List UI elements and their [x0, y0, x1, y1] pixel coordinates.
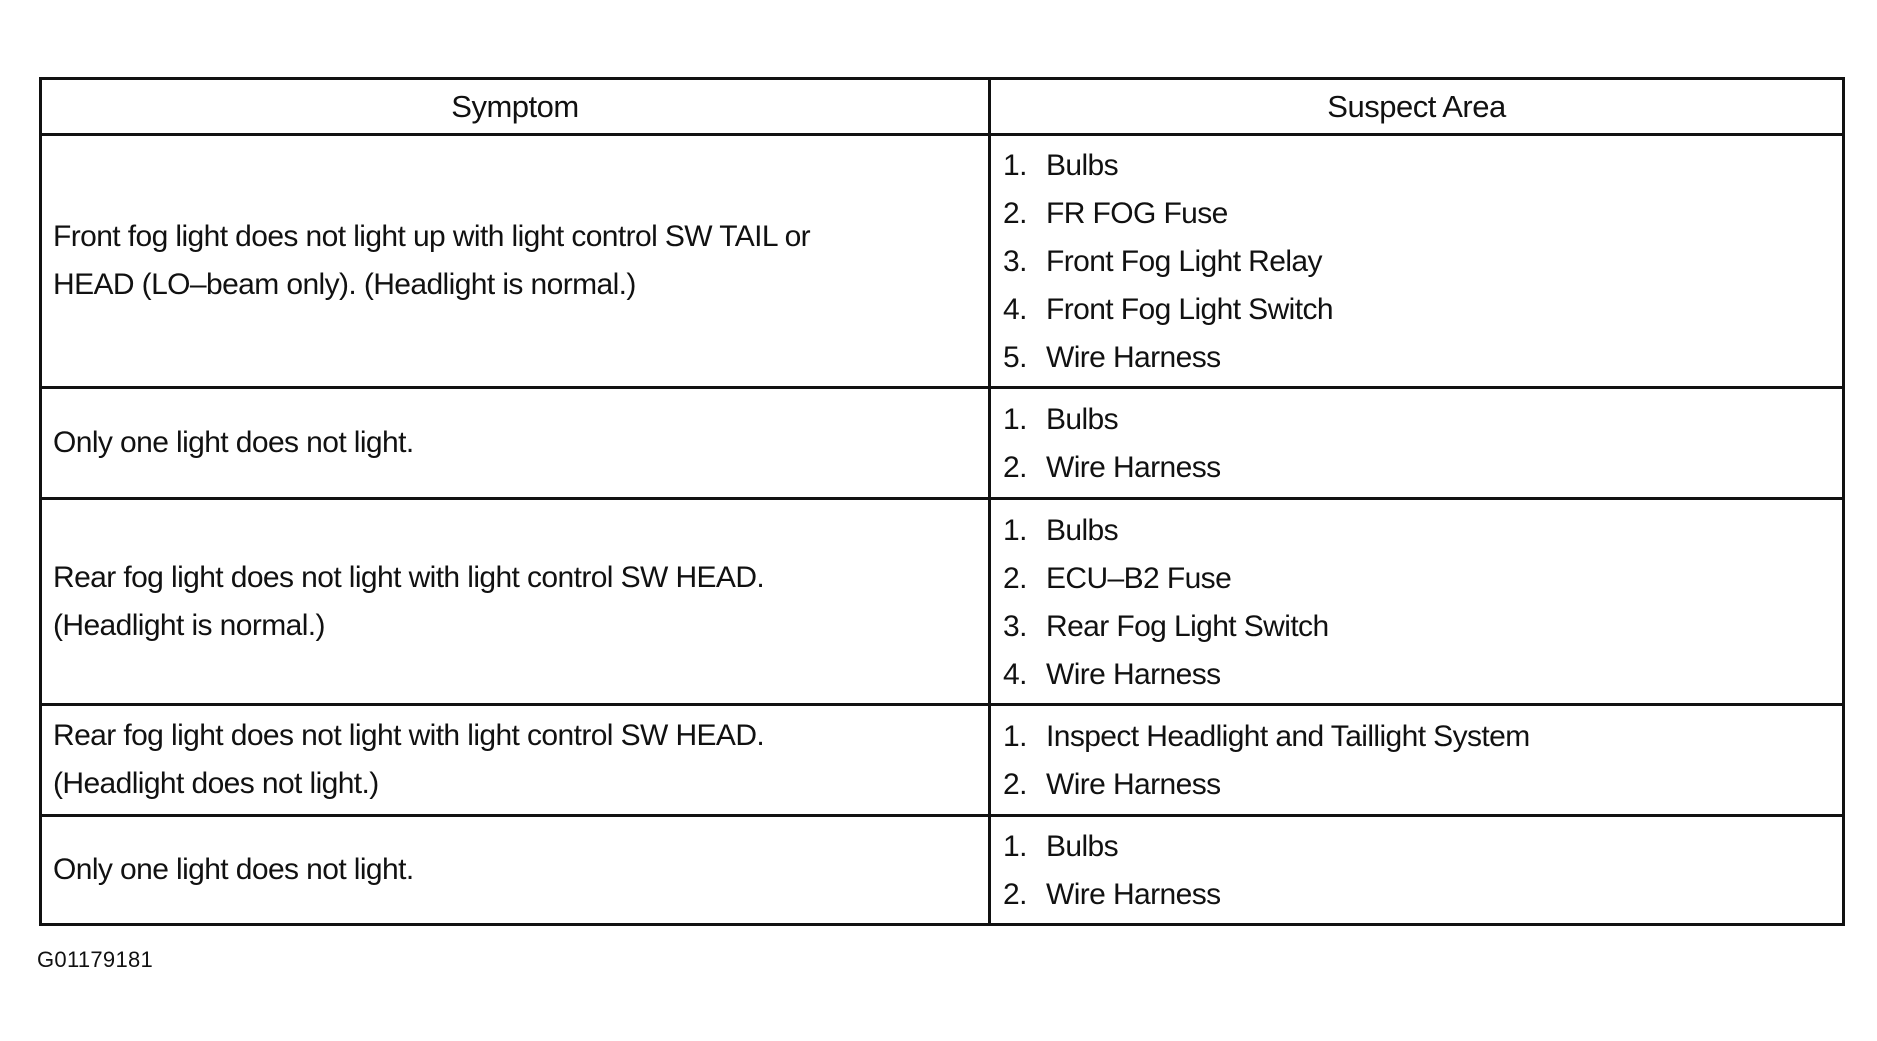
symptom-text-line: HEAD (LO–beam only). (Headlight is normal.) — [53, 268, 636, 301]
figure-id: G01179181 — [37, 947, 154, 972]
item-text: Front Fog Light Relay — [1046, 245, 1322, 278]
symptom-text-line: Rear fog light does not light with light control SW HEAD. — [53, 560, 765, 594]
item-number: 1. — [1003, 149, 1027, 182]
suspect-area-item — [1003, 190, 1832, 238]
item-number: 3. — [1003, 245, 1027, 278]
suspect-area-item — [1003, 823, 1832, 871]
suspect-area-list — [1003, 713, 1832, 809]
suspect-area-list — [1003, 396, 1832, 492]
item-text: Bulbs — [1046, 830, 1119, 863]
item-number: 3. — [1003, 609, 1027, 643]
suspect-area-cell — [990, 388, 1844, 499]
item-number: 2. — [1003, 878, 1027, 911]
suspect-area-cell — [990, 816, 1844, 925]
suspect-area-item — [1003, 761, 1832, 809]
suspect-area-item — [1003, 334, 1832, 382]
suspect-area-cell — [990, 499, 1844, 705]
table-row — [41, 705, 1844, 816]
suspect-area-cell — [990, 135, 1844, 388]
item-number: 4. — [1003, 293, 1027, 326]
item-number: 1. — [1003, 830, 1027, 863]
suspect-area-list — [1003, 142, 1832, 382]
suspect-area-list — [1003, 507, 1832, 699]
item-text: Bulbs — [1046, 403, 1119, 436]
suspect-area-item — [1003, 444, 1832, 492]
item-text: Bulbs — [1046, 513, 1119, 547]
item-text: Wire Harness — [1046, 341, 1221, 374]
suspect-area-list — [1003, 823, 1832, 919]
item-number: 4. — [1003, 657, 1027, 691]
item-text: Wire Harness — [1046, 878, 1221, 911]
suspect-area-item — [1003, 238, 1832, 286]
item-text: Inspect Headlight and Taillight System — [1046, 720, 1530, 753]
suspect-area-item — [1003, 603, 1832, 651]
suspect-area-item — [1003, 142, 1832, 190]
item-text: Wire Harness — [1046, 451, 1221, 484]
symptom-cell — [41, 499, 990, 705]
item-number: 2. — [1003, 768, 1027, 801]
table-body — [41, 135, 1844, 925]
table-header-row — [41, 79, 1844, 135]
item-number: 2. — [1003, 451, 1027, 484]
table-row — [41, 135, 1844, 388]
item-text: Rear Fog Light Switch — [1046, 609, 1329, 643]
suspect-area-item — [1003, 507, 1832, 555]
symptom-text-line: (Headlight does not light.) — [53, 767, 379, 800]
symptom-column-header: Symptom — [41, 79, 990, 135]
symptom-text-line: Only one light does not light. — [53, 426, 414, 459]
item-text: Bulbs — [1046, 149, 1119, 182]
item-number: 1. — [1003, 513, 1027, 547]
item-text: FR FOG Fuse — [1046, 197, 1228, 230]
suspect-area-item — [1003, 555, 1832, 603]
item-number: 1. — [1003, 720, 1027, 753]
suspect-area-cell — [990, 705, 1844, 816]
table-row — [41, 388, 1844, 499]
troubleshooting-table — [39, 77, 1845, 926]
item-number: 2. — [1003, 197, 1027, 230]
table-row — [41, 499, 1844, 705]
item-number: 2. — [1003, 561, 1027, 595]
suspect-area-item — [1003, 713, 1832, 761]
suspect-area-column-header: Suspect Area — [990, 79, 1844, 135]
item-number: 5. — [1003, 341, 1027, 374]
table-row — [41, 816, 1844, 925]
symptom-text-line: Rear fog light does not light with light control SW HEAD. — [53, 719, 765, 752]
symptom-text-line: Only one light does not light. — [53, 853, 414, 886]
symptom-cell — [41, 135, 990, 388]
symptom-cell — [41, 705, 990, 816]
item-number: 1. — [1003, 403, 1027, 436]
suspect-area-item — [1003, 286, 1832, 334]
suspect-area-item — [1003, 396, 1832, 444]
symptom-cell — [41, 816, 990, 925]
item-text: ECU–B2 Fuse — [1046, 561, 1232, 595]
symptom-text-line: (Headlight is normal.) — [53, 608, 325, 642]
suspect-area-item — [1003, 651, 1832, 699]
suspect-area-item — [1003, 871, 1832, 919]
symptom-cell — [41, 388, 990, 499]
item-text: Wire Harness — [1046, 657, 1221, 691]
item-text: Front Fog Light Switch — [1046, 293, 1333, 326]
item-text: Wire Harness — [1046, 768, 1221, 801]
symptom-text-line: Front fog light does not light up with light control SW TAIL or — [53, 220, 811, 253]
